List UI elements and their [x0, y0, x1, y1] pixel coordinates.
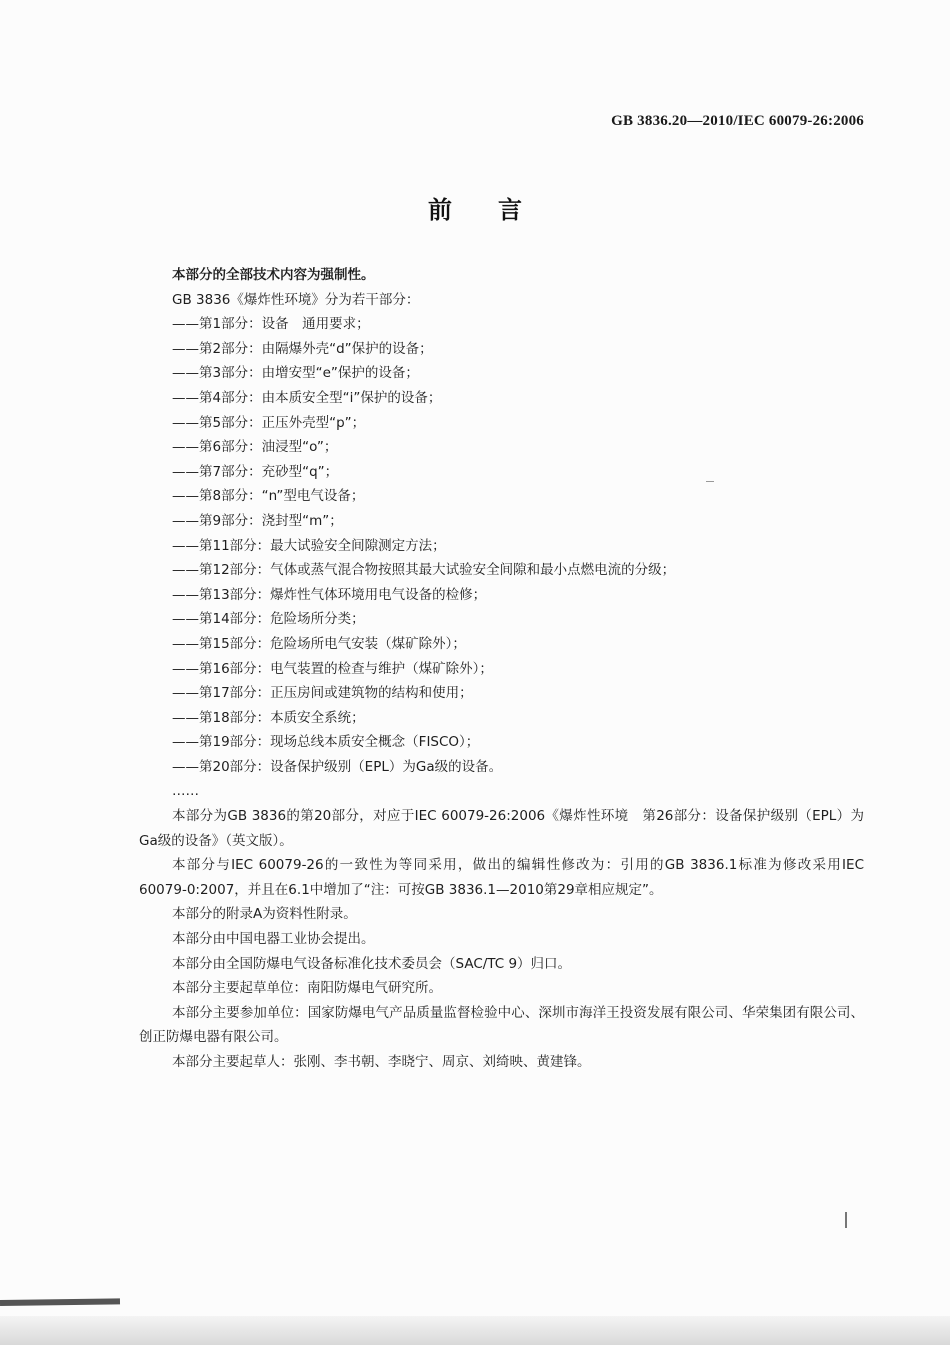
list-item: ——第9部分：浇封型“m”；: [172, 512, 343, 529]
mandatory-statement: 本部分的全部技术内容为强制性。: [172, 267, 375, 283]
list-item: ——第17部分：正压房间或建筑物的结构和使用；: [172, 685, 473, 702]
list-item: ——第12部分：气体或蒸气混合物按照其最大试验安全间隙和最小点燃电流的分级；: [172, 562, 676, 579]
drafting-unit-paragraph: 本部分主要起草单位：南阳防爆电气研究所。: [172, 980, 442, 997]
list-item: ——第4部分：由本质安全型“i”保护的设备；: [172, 389, 442, 406]
list-item: ——第19部分：现场总线本质安全概念（FISCO）；: [172, 734, 480, 751]
list-item: ——第2部分：由隔爆外壳“d”保护的设备；: [172, 340, 433, 357]
participating-units-paragraph: 本部分主要参加单位：国家防爆电气产品质量监督检验中心、深圳市海洋王投资发展有限公司、华荣集团有限公司、创正防爆电器有限公司。: [139, 1004, 864, 1046]
list-item: ——第15部分：危险场所电气安装（煤矿除外）；: [172, 635, 466, 652]
drafters-paragraph: 本部分主要起草人：张刚、李书朝、李晓宁、周京、刘绮映、黄建锋。: [172, 1054, 591, 1070]
list-item: ——第20部分：设备保护级别（EPL）为Ga级的设备。: [172, 758, 503, 775]
list-item: ——第3部分：由增安型“e”保护的设备；: [172, 365, 419, 382]
parts-intro: GB 3836《爆炸性环境》分为若干部分：: [172, 291, 420, 308]
list-item: ——第8部分：“n”型电气设备；: [172, 488, 365, 505]
list-item: ——第13部分：爆炸性气体环境用电气设备的检修；: [172, 586, 487, 603]
scan-edge-shadow: [0, 1298, 120, 1306]
annex-paragraph: 本部分的附录A为资料性附录。: [172, 906, 357, 923]
scan-speck: [706, 481, 714, 482]
proposed-by-paragraph: 本部分由中国电器工业协会提出。: [172, 931, 375, 948]
list-item: ——第6部分：油浸型“o”；: [172, 439, 338, 456]
list-item: ——第1部分：设备 通用要求；: [172, 316, 370, 333]
scan-bottom-edge: [0, 1316, 950, 1345]
list-item: ——第7部分：充砂型“q”；: [172, 463, 339, 480]
ellipsis: ……: [172, 783, 199, 800]
list-item: ——第18部分：本质安全系统；: [172, 709, 365, 726]
foreword-body: [139, 263, 864, 1075]
list-item: ——第11部分：最大试验安全间隙测定方法；: [172, 537, 446, 554]
page-title: 前言: [428, 196, 568, 224]
list-item: ——第16部分：电气装置的检查与维护（煤矿除外）；: [172, 660, 493, 677]
list-item: ——第5部分：正压外壳型“p”；: [172, 414, 366, 431]
page-number: [845, 1212, 847, 1228]
consistency-paragraph: 本部分与IEC 60079-26的一致性为等同采用，做出的编辑性修改为：引用的GB 3836.1标准为修改采用IEC 60079-0:2007，并且在6.1中增加了“注：可按GB 3836.1—2010第29章相应规定”。: [139, 857, 864, 898]
centralized-by-paragraph: 本部分由全国防爆电气设备标准化技术委员会（SAC/TC 9）归口。: [172, 955, 572, 972]
parts-list: [139, 312, 864, 779]
standard-number: GB 3836.20—2010/IEC 60079-26:2006: [611, 113, 864, 129]
list-item: ——第14部分：危险场所分类；: [172, 611, 365, 628]
correspondence-paragraph: 本部分为GB 3836的第20部分，对应于IEC 60079-26:2006《爆炸性环境 第26部分：设备保护级别（EPL）为Ga级的设备》（英文版）。: [139, 808, 864, 849]
